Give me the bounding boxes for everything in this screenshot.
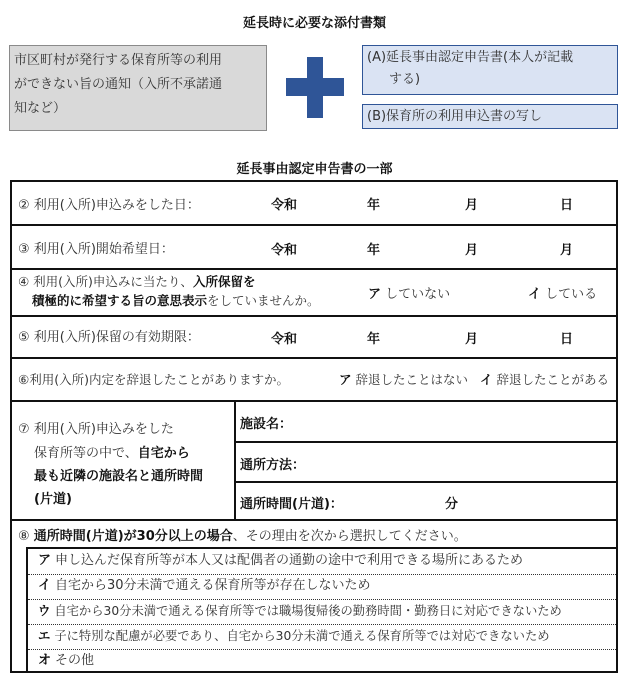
option-text: 自宅から30分未満で通える保育所等では職場復帰後の勤務時間・勤務日に対応できないため <box>54 604 562 618</box>
page-title: 延長時に必要な添付書類 <box>242 16 386 31</box>
extension-reason-form <box>10 180 618 673</box>
row-divider <box>12 224 616 226</box>
row-divider <box>12 400 616 402</box>
declined-offer-label: ⑥利用(入所)内定を辞退したことがありますか。 <box>18 372 289 387</box>
option-not-done[interactable] <box>368 283 450 302</box>
hold-intent-text: をしていませんか。 <box>207 293 320 308</box>
row-divider <box>12 519 616 521</box>
hold-intent-line1 <box>18 272 255 290</box>
notice-line: ができない旨の通知（入所不承諾通 <box>14 77 223 92</box>
long-commute-label <box>18 525 467 544</box>
hold-intent-bold: 積極的に希望する旨の意思表示 <box>32 293 208 308</box>
attachment-a-line1: (A)延長事由認定申告書(本人が記載 <box>367 50 574 65</box>
option-text: 自宅から30分未満で通える保育所等が存在しないため <box>55 578 371 593</box>
option-text: 子に特別な配慮が必要であり、自宅から30分未満で通える保育所等では対応できないため <box>54 629 550 643</box>
long-commute-text: 、その理由を次から選択してください。 <box>232 529 467 544</box>
era-field[interactable]: 令和 <box>271 198 298 213</box>
nearest-facility-line1: ⑦ 利用(入所)申込みをした <box>18 422 174 437</box>
minutes-unit: 分 <box>445 497 459 512</box>
desired-start-label: ③ 利用(入所)開始希望日： <box>18 242 174 257</box>
attachment-a-line2: する) <box>389 72 421 87</box>
long-commute-bold: 通所時間(片道)が30分以上の場合 <box>33 529 233 544</box>
facility-name-field[interactable]: 施設名： <box>240 417 293 432</box>
month-field[interactable]: 月 <box>465 243 479 258</box>
hold-intent-line2 <box>32 291 320 309</box>
option-key: ウ <box>38 604 51 618</box>
hold-expiry-label: ⑤ 利用(入所)保留の有効期限： <box>18 330 200 345</box>
option-label: している <box>545 287 598 302</box>
sub-row-divider <box>234 481 616 483</box>
option-key: エ <box>38 629 51 643</box>
form-subtitle: 延長事由認定申告書の一部 <box>236 162 393 177</box>
attachment-a-box <box>362 45 618 95</box>
reason-option[interactable] <box>28 624 616 649</box>
option-key: オ <box>38 653 52 668</box>
option-done[interactable] <box>528 283 597 302</box>
reason-options-list <box>26 547 616 673</box>
row-divider <box>12 315 616 317</box>
option-text: その他 <box>55 653 95 668</box>
month-field[interactable]: 月 <box>465 198 479 213</box>
year-field[interactable]: 年 <box>367 198 381 213</box>
day-field[interactable]: 日 <box>560 332 574 347</box>
year-field[interactable]: 年 <box>367 332 381 347</box>
column-divider <box>234 400 236 519</box>
hold-intent-text: ④ 利用(入所)申込みに当たり、 <box>18 274 193 289</box>
notice-line: 市区町村が発行する保育所等の利用 <box>14 53 223 68</box>
attachment-b-label: (B)保育所の利用申込書の写し <box>367 109 543 124</box>
nearest-facility-line3: 最も近隣の施設名と通所時間 <box>34 469 204 484</box>
option-label: 辞退したことはない <box>355 372 469 387</box>
option-label: 辞退したことがある <box>496 372 610 387</box>
option-key: イ <box>38 578 52 593</box>
application-date-label: ② 利用(入所)申込みをした日： <box>18 198 200 213</box>
commute-time-field[interactable]: 通所時間(片道)： <box>240 497 343 512</box>
month-field-2[interactable]: 月 <box>560 243 574 258</box>
option-has-declined[interactable] <box>480 370 609 388</box>
era-field[interactable]: 令和 <box>271 243 298 258</box>
option-key: イ <box>480 372 493 387</box>
option-key: ア <box>339 372 352 387</box>
day-field[interactable]: 日 <box>560 198 574 213</box>
reason-option[interactable] <box>28 549 616 574</box>
option-never-declined[interactable] <box>339 370 468 388</box>
nearest-facility-line2 <box>34 442 190 461</box>
option-text: 申し込んだ保育所等が本人又は配偶者の通勤の途中で利用できる場所にあるため <box>55 553 524 568</box>
row-divider <box>12 357 616 359</box>
option-label: していない <box>385 287 451 302</box>
attachment-b-box <box>362 104 618 129</box>
year-field[interactable]: 年 <box>367 243 381 258</box>
nearest-facility-bold: 自宅から <box>137 446 190 461</box>
option-key: ア <box>368 287 382 302</box>
rejection-notice-box <box>9 45 267 131</box>
notice-line: 知など） <box>14 101 67 116</box>
nearest-facility-text: 保育所等の中で、 <box>34 446 138 461</box>
option-key: ア <box>38 553 52 568</box>
plus-icon-bar <box>286 78 344 96</box>
row-divider <box>12 268 616 270</box>
month-field[interactable]: 月 <box>465 332 479 347</box>
hold-intent-bold: 入所保留を <box>192 274 256 289</box>
reason-option[interactable] <box>28 649 616 674</box>
option-key: イ <box>528 287 542 302</box>
sub-row-divider <box>234 441 616 443</box>
era-field[interactable]: 令和 <box>271 332 298 347</box>
item-number: ⑧ <box>18 529 30 544</box>
reason-option[interactable] <box>28 574 616 599</box>
reason-option[interactable] <box>28 599 616 624</box>
commute-method-field[interactable]: 通所方法： <box>240 458 306 473</box>
nearest-facility-line4: (片道) <box>34 492 72 507</box>
